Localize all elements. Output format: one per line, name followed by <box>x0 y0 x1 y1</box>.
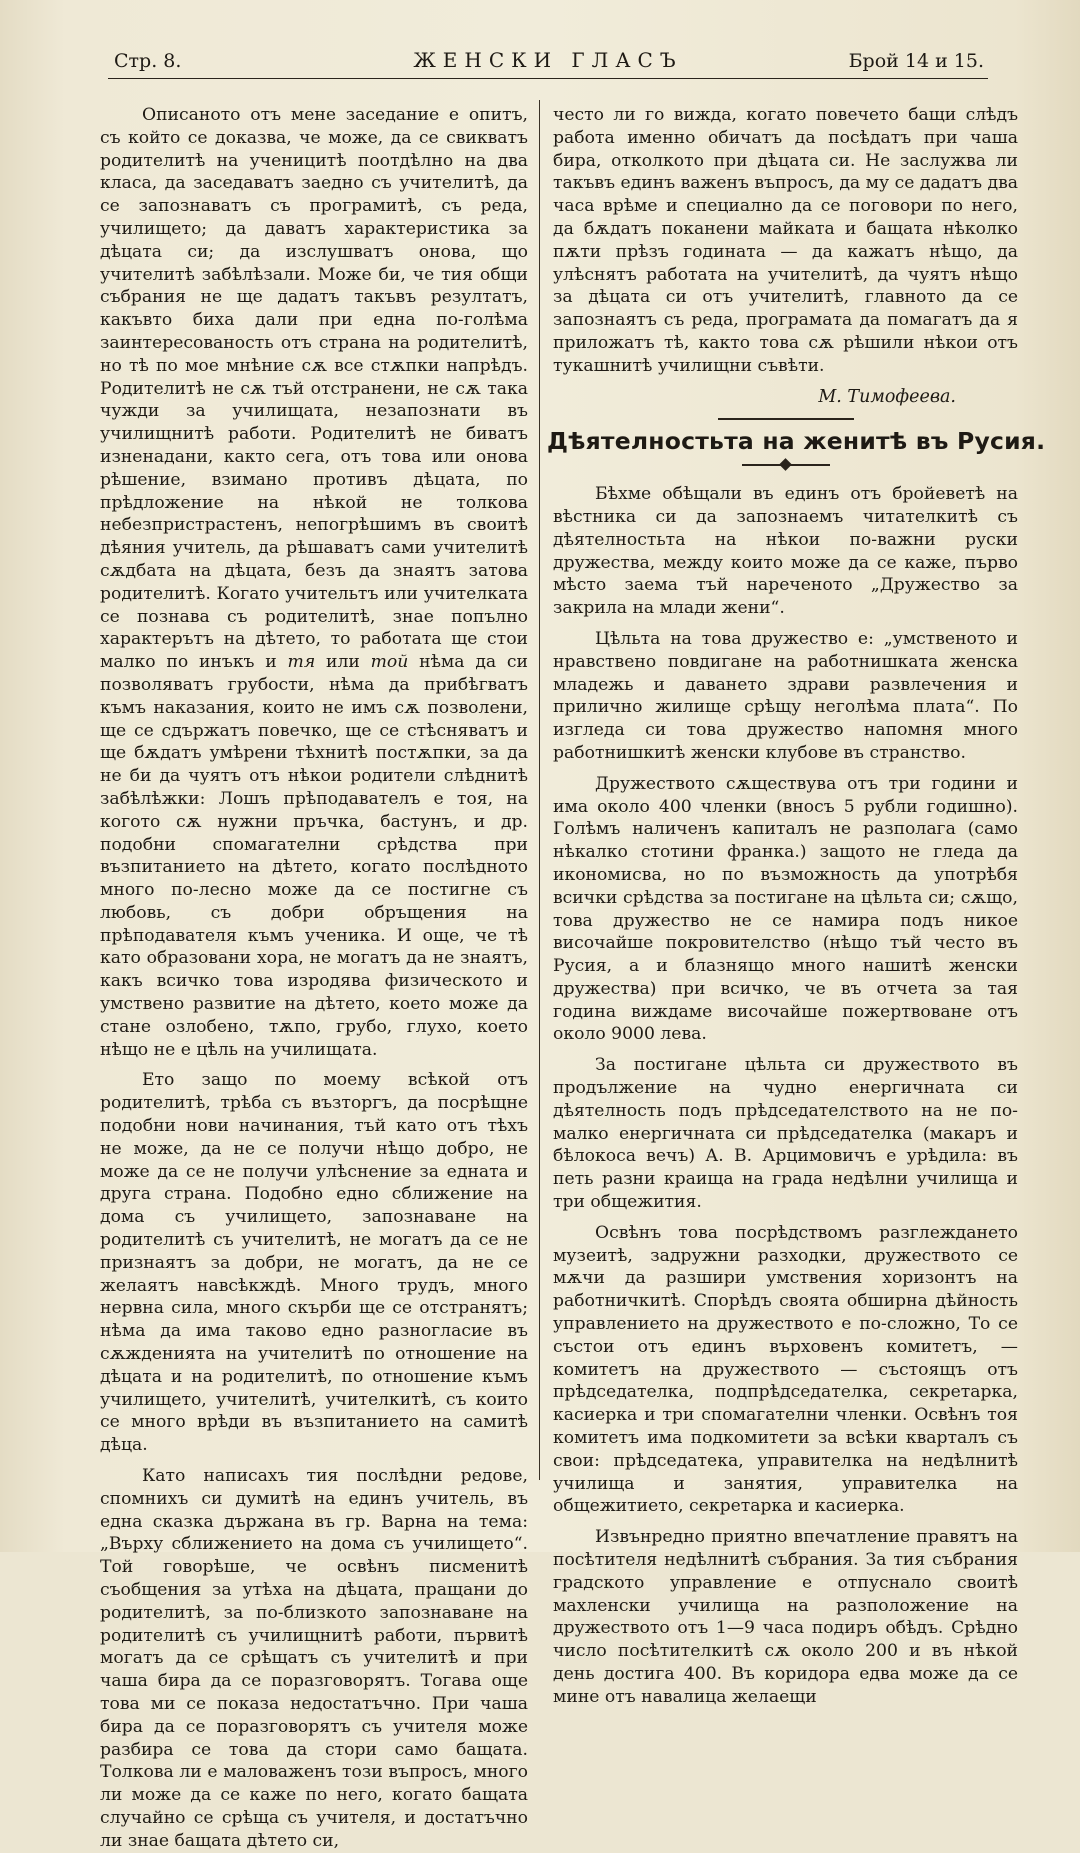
page-header <box>108 46 988 79</box>
author-signature: М. Тимофеева. <box>818 386 956 407</box>
paragraph: Описаното отъ мене заседание е опитъ, съ който се доказва, че може, да се свикватъ родителитѣ на ученицитѣ поотдѣлно на два класа, да заседаватъ заедно съ учителитѣ, да се запознаватъ съ програмитѣ, съ реда, училището; да даватъ характеристика за дѣцата си; да изслушватъ онова, що учителитѣ забѣлѣзали. Може би, че тия общи събрания не ще дадатъ такъвъ резултатъ, какъвто биха дали при една по-голѣма заинтересованость отъ страна на родителитѣ, но тѣ по мое мнѣние сѫ все стѫпки напрѣдъ. Родителитѣ не сѫ тъй отстранени, не сѫ така чужди за училищата, незапознати въ училищнитѣ работи. Родителитѣ не биватъ изненадани, както сега, отъ това или онова рѣшение, взимано противъ дѣцата, по прѣдложение на нѣкой не толкова небезпристрастенъ, непогрѣшимъ въ своитѣ дѣяния учитель, да рѣшаватъ сами учителитѣ сѫдбата на дѣцата, безъ да знаятъ затова родителитѣ. Когато учительтъ или учителката се познава съ родителитѣ, знае попълно характерътъ на дѣтето, то работата ще стои малко по инъкъ и тя или той нѣма да си позволяватъ грубости, нѣма да прибѣгватъ къмъ наказания, които не имъ сѫ позволени, ще се сдържатъ повечко, ще се стѣсняватъ и ще бѫдатъ умѣрени тѣхнитѣ постѫпки, за да не би да чуятъ отъ нѣкои родители слѣднитѣ забѣлѣжки: Лошъ прѣподавателъ е тоя, на когото сѫ нужни пръчка, бастунъ, и др. подобни спомагателни срѣдства при възпитанието на дѣтето, когато послѣдното много по-лесно може да се постигне съ любовь, съ добри обръщения на прѣподавателя къмъ ученика. И още, че тѣ като образовани хора, не могатъ да не знаятъ, какъ всичко това изродява физическото и умствено развитие на дѣтето, което може да стане озлобено, тѫпо, грубо, глухо, което нѣщо не е цѣль на училищата. <box>100 105 529 1060</box>
left-column <box>100 104 529 1851</box>
paragraph: Цѣльта на това дружество е: „умственото и нравствено повдигане на работнишката женска младежь и даването здрави развлечения и прилично жилище срѣщу неголѣма плата“. По изгледа си това дружество напомня много работнишкитѣ женски клубове въ странство. <box>553 628 1018 763</box>
paragraph: Извънредно приятно впечатление правятъ на посѣтителя недѣлнитѣ събрания. За тия събрания градското управление е отпуснало своитѣ махленски училища на разположение на дружеството отъ 1—9 часа подиръ обѣдъ. Срѣдно число посѣтителкитѣ сѫ около 200 и въ нѣкой день достига 400. Въ коридора едва може да се мине отъ навалица желаещи <box>553 1527 1018 1707</box>
right-column <box>547 104 1046 1707</box>
issue-number: Брой 14 и 15. <box>848 50 984 72</box>
article-title: Дѣятелностьта на женитѣ въ Русия. <box>547 427 1046 456</box>
paragraph: За постигане цѣльта си дружеството въ продължение на чудно енергичната си дѣятелность подъ прѣдседателството на не по-малко енергичната си прѣдседателка (макаръ и бѣлокоса вечъ) А. В. Арцимовичъ е урѣдила: въ петь разни краища на града недѣлни училища и три общежития. <box>553 1055 1018 1213</box>
italic-word: тя <box>287 652 316 673</box>
title-ornament <box>742 461 830 469</box>
paragraph: често ли го вижда, когато повечето бащи слѣдъ работа именно обичатъ да посѣдатъ при чаша бира, отколкото при дѣцата си. Не заслужва ли такъвъ единъ важенъ въпросъ, да му се дадатъ два часа врѣме и специално да се поговори по него, да бѫдатъ поканени майката и бащата нѣколко пѫти прѣзъ годината — да кажатъ нѣщо, да улѣснятъ работата на учителитѣ, да чуятъ нѣщо за дѣцата си отъ учителитѣ, главното да се запознаятъ съ реда, програмата да помагатъ да я приложатъ тѣ, както това сѫ рѣшили нѣкои отъ тукашнитѣ училищни съвѣти. <box>553 105 1018 376</box>
italic-word: той <box>370 652 409 673</box>
page-number: Стр. 8. <box>114 50 182 72</box>
paragraph: Освѣнъ това посрѣдствомъ разглеждането музеитѣ, задружни разходки, дружеството се мѫчи да разшири умствения хоризонтъ на работничкитѣ. Спорѣдъ своята обширна дѣйность управлението на дружеството е по-сложно, То се състои отъ единъ върховенъ комитетъ, — комитетъ на дружеството — състоящъ отъ прѣдседателка, подпрѣдседателка, секретарка, касиерка и три спомагателни членки. Освѣнъ тоя комитетъ има подкомитети за всѣки кварталъ съ свои: прѣдседатека, управителка на недѣлнитѣ училища и занятия, управителка на общежитието, секретарка и касиерка. <box>553 1222 1018 1517</box>
paragraph: Като написахъ тия послѣдни редове, спомнихъ си думитѣ на единъ учитель, въ една сказка държана въ гр. Варна на тема: „Върху сближението на дома съ училището“. Той говорѣше, че освѣнъ писменитѣ съобщения за утѣха на дѣцата, пращани до родителитѣ, за по-близкото запознаване на родителитѣ съ училищнитѣ работи, първитѣ могатъ да се срѣщатъ съ учителитѣ и при чаша бира да се поразговорятъ. Тогава още това ми се показа недостатъчно. При чаша бира да се поразговорятъ съ учителя може разбира се това да стори само бащата. Толкова ли е маловаженъ този въпросъ, много ли може да се каже по него, когато бащата случайно се срѣща съ учителя, и достатъчно ли знае бащата дѣтето си, <box>100 1466 528 1851</box>
journal-title: ЖЕНСКИ ГЛАСЪ <box>413 48 683 72</box>
paragraph: Ето защо по моему всѣкой отъ родителитѣ, трѣба съ възторгъ, да посрѣщне подобни нови начинания, тъй като отъ тѣхъ не може, да не се получи нѣщо добро, не може да се не получи улѣснение за едната и друга страна. Подобно едно сближение на дома съ училището, запознаване на родителитѣ съ учителитѣ, не могатъ да се не признаятъ за добри, не могатъ, да не се желаятъ навсѣкждѣ. Много трудъ, много нервна сила, много скърби ще се отстранятъ; нѣма да има таково едно разногласие въ сѫжденията на учителитѣ по отношение на дѣцата и на родителитѣ, по отношение къмъ училището, учителитѣ, учителкитѣ, съ които се много врѣди въ възпитанието на самитѣ дѣца. <box>100 1070 528 1456</box>
column-divider <box>539 100 540 1480</box>
section-rule <box>718 418 854 420</box>
paragraph: Дружеството сѫществува отъ три години и има около 400 членки (вносъ 5 рубли годишно). Голѣмъ наличенъ капиталъ не разполага (само нѣкалко стотини франка.) защото не гледа да икономисва, но по възможность да употрѣбя всички срѣдства за постигане на цѣльта си; сѫщо, това дружество не се намира подъ никое височайше покровителство (нѣщо тъй често въ Русия, а и блазнящо много нашитѣ женски дружества) при всичко, че въ отчета за тая година виждаме височайше пожертвоване отъ около 9000 лева. <box>553 773 1018 1045</box>
paragraph: Бѣхме обѣщали въ единъ отъ бройеветѣ на вѣстника си да запознаемъ читателкитѣ съ дѣятелностьта на нѣкои по-важни руски дружества, между които може да се каже, първо мѣсто заема тъй нареченото „Дружество за закрила на млади жени“. <box>553 484 1018 619</box>
